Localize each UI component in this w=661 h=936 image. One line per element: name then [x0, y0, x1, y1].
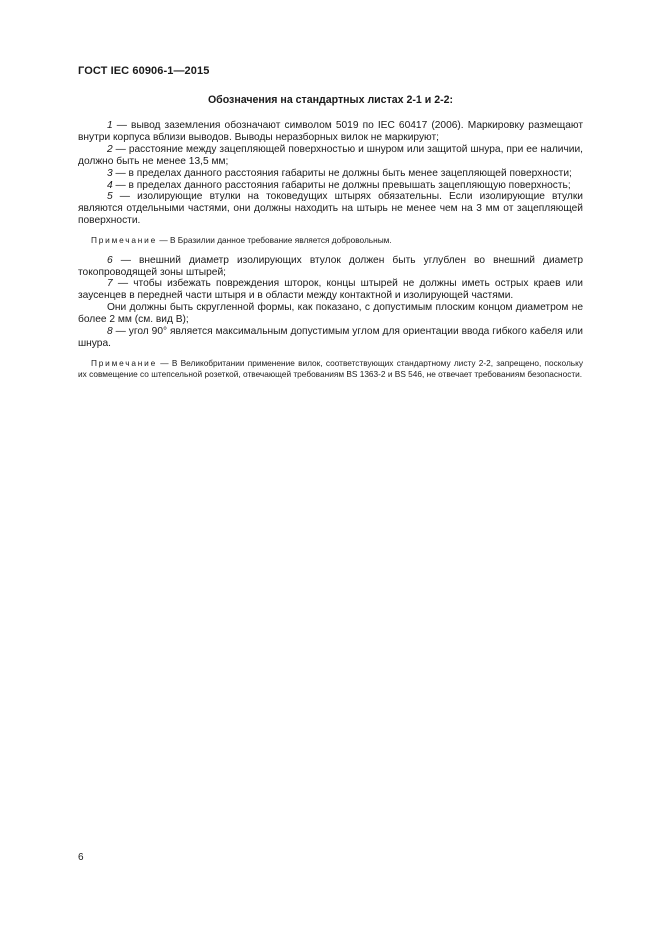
item-text: — чтобы избежать повреждения шторок, концы штырей не должны иметь острых краев или заусенцев в передней части штыря и в области между контактной и изолирующей частями.: [78, 278, 583, 302]
item-text: — внешний диаметр изолирующих втулок должен быть углублен во внешний диаметр токопроводящей зоны штырей;: [78, 254, 583, 278]
list-item: [78, 302, 583, 326]
section-title: Обозначения на стандартных листах 2-1 и 2-2:: [207, 94, 454, 106]
note: [78, 235, 583, 247]
item-number: 1: [107, 120, 113, 131]
item-number: 7: [107, 278, 113, 290]
list-item: [78, 326, 583, 350]
note-text: — В Великобритании применение вилок, соответствующих стандартному листу 2-2, запрещено, поскольку их совмещение со штепсельной розеткой, отвечающей требованиям BS 1363-2 и BS 546, не отвечает требованиям безопасности.: [78, 357, 583, 380]
note: [78, 358, 583, 381]
item-text: Они должны быть скругленной формы, как показано, с допустимым плоским концом диаметром не более 2 мм (см. вид В);: [78, 302, 583, 326]
list-item: [78, 180, 583, 192]
item-text: — в пределах данного расстояния габариты не должны превышать зацепляющую поверхность;: [112, 179, 571, 191]
item-number: 5: [107, 191, 113, 203]
item-number: 4: [107, 179, 113, 191]
list-item: [78, 255, 583, 279]
page-number: 6: [78, 852, 84, 863]
note-label: Примечание: [91, 357, 158, 368]
item-text: — вывод заземления обозначают символом 5019 по IEC 60417 (2006). Маркировку размещают внутри корпуса вблизи выводов. Выводы неразборных вилок не маркируют;: [78, 120, 583, 143]
document-body: [78, 120, 583, 381]
list-item: [78, 278, 583, 302]
list-item: [78, 120, 583, 144]
item-text: — в пределах данного расстояния габариты не должны быть менее зацепляющей поверхности;: [112, 167, 572, 179]
item-number: 3: [107, 167, 113, 179]
document-header: ГОСТ IEC 60906-1—2015: [78, 65, 210, 77]
list-item: [78, 191, 583, 227]
item-text: — изолирующие втулки на токоведущих штырях обязательны. Если изолирующие втулки являются отдельными частями, они должны находить на штырь не менее чем на 3 мм от зацепляющей поверхности.: [78, 191, 583, 227]
item-text: — угол 90° является максимальным допустимым углом для ориентации ввода гибкого кабеля или шнура.: [78, 326, 583, 349]
item-number: 8: [107, 326, 113, 338]
list-item: [78, 168, 583, 180]
item-number: 6: [107, 254, 113, 266]
note-label: Примечание: [91, 235, 158, 246]
list-item: [78, 144, 583, 168]
item-number: 2: [107, 143, 113, 155]
note-text: — В Бразилии данное требование является добровольным.: [157, 235, 392, 246]
item-text: — расстояние между зацепляющей поверхностью и шнуром или защитой шнура, при ее наличии, должно быть не менее 13,5 мм;: [78, 143, 583, 167]
